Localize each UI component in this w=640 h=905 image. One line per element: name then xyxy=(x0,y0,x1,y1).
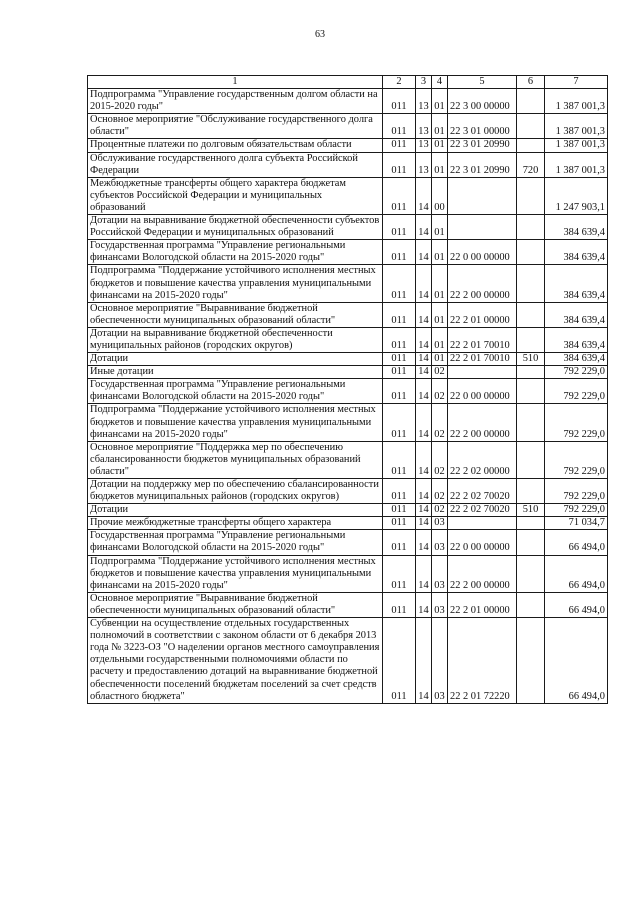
section-code-cell: 14 xyxy=(416,240,432,265)
admin-code-cell: 011 xyxy=(383,139,416,152)
amount-cell: 792 229,0 xyxy=(545,504,608,517)
admin-code-cell: 011 xyxy=(383,302,416,327)
subsection-code-cell: 02 xyxy=(432,379,448,404)
section-code-cell: 14 xyxy=(416,177,432,214)
admin-code-cell: 011 xyxy=(383,114,416,139)
table-row xyxy=(88,327,608,352)
admin-code-cell: 011 xyxy=(383,240,416,265)
subsection-code-cell: 01 xyxy=(432,265,448,302)
amount-cell: 1 387 001,3 xyxy=(545,152,608,177)
admin-code-cell: 011 xyxy=(383,592,416,617)
subsection-code-cell: 02 xyxy=(432,366,448,379)
subsection-code-cell: 03 xyxy=(432,618,448,704)
expense-type-cell xyxy=(517,379,545,404)
amount-cell: 66 494,0 xyxy=(545,618,608,704)
section-code-cell: 13 xyxy=(416,139,432,152)
row-name-cell: Дотации xyxy=(88,504,383,517)
column-header: 3 xyxy=(416,76,432,89)
section-code-cell: 14 xyxy=(416,517,432,530)
expense-type-cell xyxy=(517,265,545,302)
amount-cell: 792 229,0 xyxy=(545,479,608,504)
section-code-cell: 14 xyxy=(416,366,432,379)
target-article-cell: 22 0 00 00000 xyxy=(448,240,517,265)
subsection-code-cell: 03 xyxy=(432,530,448,555)
column-header: 2 xyxy=(383,76,416,89)
subsection-code-cell: 03 xyxy=(432,517,448,530)
admin-code-cell: 011 xyxy=(383,441,416,478)
section-code-cell: 14 xyxy=(416,327,432,352)
row-name-cell: Процентные платежи по долговым обязательствам области xyxy=(88,139,383,152)
target-article-cell: 22 3 01 20990 xyxy=(448,152,517,177)
subsection-code-cell: 02 xyxy=(432,479,448,504)
row-name-cell: Дотации на поддержку мер по обеспечению сбалансированности бюджетов муниципальных районов (городских округов) xyxy=(88,479,383,504)
row-name-cell: Основное мероприятие "Выравнивание бюджетной обеспеченности муниципальных образований области" xyxy=(88,302,383,327)
amount-cell: 384 639,4 xyxy=(545,265,608,302)
subsection-code-cell: 01 xyxy=(432,114,448,139)
row-name-cell: Подпрограмма "Управление государственным долгом области на 2015-2020 годы" xyxy=(88,89,383,114)
admin-code-cell: 011 xyxy=(383,618,416,704)
amount-cell: 66 494,0 xyxy=(545,592,608,617)
table-row xyxy=(88,618,608,704)
admin-code-cell: 011 xyxy=(383,555,416,592)
table-row xyxy=(88,366,608,379)
amount-cell: 792 229,0 xyxy=(545,379,608,404)
section-code-cell: 14 xyxy=(416,215,432,240)
expense-type-cell xyxy=(517,89,545,114)
amount-cell: 66 494,0 xyxy=(545,555,608,592)
row-name-cell: Основное мероприятие "Обслуживание государственного долга области" xyxy=(88,114,383,139)
amount-cell: 1 247 903,1 xyxy=(545,177,608,214)
column-header: 5 xyxy=(448,76,517,89)
section-code-cell: 14 xyxy=(416,555,432,592)
table-row xyxy=(88,479,608,504)
table-row xyxy=(88,555,608,592)
admin-code-cell: 011 xyxy=(383,265,416,302)
subsection-code-cell: 01 xyxy=(432,240,448,265)
section-code-cell: 14 xyxy=(416,441,432,478)
expense-type-cell xyxy=(517,555,545,592)
row-name-cell: Субвенции на осуществление отдельных государственных полномочий в соответствии с законом области от 6 декабря 2013 года № 3223-ОЗ "О наделении органов местного самоуправления отдельными государственными полномочиями области по расчету и предоставлению дотаций на выравнивание бюджетной обеспеченности поселений бюджетам поселений за счет средств областного бюджета" xyxy=(88,618,383,704)
section-code-cell: 14 xyxy=(416,530,432,555)
row-name-cell: Дотации на выравнивание бюджетной обеспеченности субъектов Российской Федерации и муниципальных образований xyxy=(88,215,383,240)
column-header: 7 xyxy=(545,76,608,89)
subsection-code-cell: 01 xyxy=(432,353,448,366)
admin-code-cell: 011 xyxy=(383,517,416,530)
subsection-code-cell: 01 xyxy=(432,89,448,114)
subsection-code-cell: 00 xyxy=(432,177,448,214)
table-row xyxy=(88,302,608,327)
row-name-cell: Прочие межбюджетные трансферты общего характера xyxy=(88,517,383,530)
amount-cell: 384 639,4 xyxy=(545,327,608,352)
amount-cell: 792 229,0 xyxy=(545,404,608,441)
table-row xyxy=(88,114,608,139)
amount-cell: 792 229,0 xyxy=(545,366,608,379)
subsection-code-cell: 02 xyxy=(432,404,448,441)
target-article-cell: 22 2 01 72220 xyxy=(448,618,517,704)
subsection-code-cell: 01 xyxy=(432,215,448,240)
amount-cell: 1 387 001,3 xyxy=(545,114,608,139)
target-article-cell: 22 2 01 00000 xyxy=(448,592,517,617)
expense-type-cell xyxy=(517,517,545,530)
row-name-cell: Государственная программа "Управление региональными финансами Вологодской области на 2015-2020 годы" xyxy=(88,379,383,404)
section-code-cell: 14 xyxy=(416,379,432,404)
expense-type-cell xyxy=(517,302,545,327)
expense-type-cell xyxy=(517,366,545,379)
table-row xyxy=(88,379,608,404)
target-article-cell: 22 2 00 00000 xyxy=(448,555,517,592)
expense-type-cell xyxy=(517,530,545,555)
target-article-cell: 22 3 01 20990 xyxy=(448,139,517,152)
section-code-cell: 14 xyxy=(416,504,432,517)
admin-code-cell: 011 xyxy=(383,530,416,555)
table-row xyxy=(88,441,608,478)
table-row xyxy=(88,152,608,177)
target-article-cell xyxy=(448,366,517,379)
subsection-code-cell: 01 xyxy=(432,302,448,327)
target-article-cell: 22 2 02 70020 xyxy=(448,504,517,517)
expense-type-cell: 510 xyxy=(517,353,545,366)
row-name-cell: Дотации на выравнивание бюджетной обеспеченности муниципальных районов (городских округов) xyxy=(88,327,383,352)
amount-cell: 66 494,0 xyxy=(545,530,608,555)
admin-code-cell: 011 xyxy=(383,404,416,441)
expense-type-cell xyxy=(517,592,545,617)
section-code-cell: 14 xyxy=(416,302,432,327)
target-article-cell: 22 2 01 70010 xyxy=(448,327,517,352)
expense-type-cell xyxy=(517,479,545,504)
admin-code-cell: 011 xyxy=(383,89,416,114)
expense-type-cell xyxy=(517,441,545,478)
expense-type-cell xyxy=(517,114,545,139)
expense-type-cell xyxy=(517,327,545,352)
target-article-cell xyxy=(448,215,517,240)
table-row xyxy=(88,517,608,530)
table-row xyxy=(88,530,608,555)
column-header: 1 xyxy=(88,76,383,89)
amount-cell: 1 387 001,3 xyxy=(545,89,608,114)
target-article-cell xyxy=(448,177,517,214)
table-row xyxy=(88,240,608,265)
section-code-cell: 14 xyxy=(416,404,432,441)
table-row xyxy=(88,504,608,517)
table-row xyxy=(88,89,608,114)
expense-type-cell: 720 xyxy=(517,152,545,177)
target-article-cell: 22 2 00 00000 xyxy=(448,265,517,302)
subsection-code-cell: 02 xyxy=(432,441,448,478)
row-name-cell: Основное мероприятие "Выравнивание бюджетной обеспеченности муниципальных образований области" xyxy=(88,592,383,617)
section-code-cell: 14 xyxy=(416,353,432,366)
target-article-cell: 22 2 01 70010 xyxy=(448,353,517,366)
admin-code-cell: 011 xyxy=(383,327,416,352)
row-name-cell: Государственная программа "Управление региональными финансами Вологодской области на 2015-2020 годы" xyxy=(88,530,383,555)
target-article-cell: 22 0 00 00000 xyxy=(448,379,517,404)
budget-table xyxy=(87,75,608,704)
expense-type-cell xyxy=(517,240,545,265)
column-header: 4 xyxy=(432,76,448,89)
target-article-cell: 22 2 02 00000 xyxy=(448,441,517,478)
admin-code-cell: 011 xyxy=(383,366,416,379)
subsection-code-cell: 01 xyxy=(432,139,448,152)
row-name-cell: Подпрограмма "Поддержание устойчивого исполнения местных бюджетов и повышение качества управления муниципальными финансами на 2015-2020 годы" xyxy=(88,404,383,441)
column-header: 6 xyxy=(517,76,545,89)
table-row xyxy=(88,404,608,441)
table-row xyxy=(88,215,608,240)
row-name-cell: Государственная программа "Управление региональными финансами Вологодской области на 2015-2020 годы" xyxy=(88,240,383,265)
subsection-code-cell: 03 xyxy=(432,555,448,592)
target-article-cell: 22 2 00 00000 xyxy=(448,404,517,441)
subsection-code-cell: 02 xyxy=(432,504,448,517)
expense-type-cell xyxy=(517,618,545,704)
section-code-cell: 13 xyxy=(416,114,432,139)
section-code-cell: 14 xyxy=(416,479,432,504)
admin-code-cell: 011 xyxy=(383,504,416,517)
target-article-cell: 22 3 00 00000 xyxy=(448,89,517,114)
admin-code-cell: 011 xyxy=(383,152,416,177)
page-number: 63 xyxy=(315,29,325,40)
target-article-cell: 22 0 00 00000 xyxy=(448,530,517,555)
subsection-code-cell: 03 xyxy=(432,592,448,617)
expense-type-cell xyxy=(517,139,545,152)
section-code-cell: 13 xyxy=(416,152,432,177)
table-row xyxy=(88,592,608,617)
amount-cell: 384 639,4 xyxy=(545,240,608,265)
row-name-cell: Основное мероприятие "Поддержка мер по обеспечению сбалансированности бюджетов муниципальных образований области" xyxy=(88,441,383,478)
row-name-cell: Иные дотации xyxy=(88,366,383,379)
expense-type-cell: 510 xyxy=(517,504,545,517)
section-code-cell: 13 xyxy=(416,89,432,114)
admin-code-cell: 011 xyxy=(383,379,416,404)
table-header-row xyxy=(88,76,608,89)
admin-code-cell: 011 xyxy=(383,215,416,240)
row-name-cell: Обслуживание государственного долга субъекта Российской Федерации xyxy=(88,152,383,177)
target-article-cell: 22 2 02 70020 xyxy=(448,479,517,504)
table-row xyxy=(88,353,608,366)
amount-cell: 384 639,4 xyxy=(545,215,608,240)
expense-type-cell xyxy=(517,215,545,240)
target-article-cell: 22 2 01 00000 xyxy=(448,302,517,327)
amount-cell: 792 229,0 xyxy=(545,441,608,478)
amount-cell: 71 034,7 xyxy=(545,517,608,530)
target-article-cell: 22 3 01 00000 xyxy=(448,114,517,139)
target-article-cell xyxy=(448,517,517,530)
amount-cell: 384 639,4 xyxy=(545,353,608,366)
admin-code-cell: 011 xyxy=(383,353,416,366)
section-code-cell: 14 xyxy=(416,618,432,704)
amount-cell: 1 387 001,3 xyxy=(545,139,608,152)
row-name-cell: Подпрограмма "Поддержание устойчивого исполнения местных бюджетов и повышение качества управления муниципальными финансами на 2015-2020 годы" xyxy=(88,265,383,302)
row-name-cell: Дотации xyxy=(88,353,383,366)
table-row xyxy=(88,177,608,214)
row-name-cell: Подпрограмма "Поддержание устойчивого исполнения местных бюджетов и повышение качества управления муниципальными финансами на 2015-2020 годы" xyxy=(88,555,383,592)
subsection-code-cell: 01 xyxy=(432,152,448,177)
subsection-code-cell: 01 xyxy=(432,327,448,352)
amount-cell: 384 639,4 xyxy=(545,302,608,327)
row-name-cell: Межбюджетные трансферты общего характера бюджетам субъектов Российской Федерации и муниципальных образований xyxy=(88,177,383,214)
table-row xyxy=(88,139,608,152)
table-row xyxy=(88,265,608,302)
section-code-cell: 14 xyxy=(416,592,432,617)
admin-code-cell: 011 xyxy=(383,479,416,504)
section-code-cell: 14 xyxy=(416,265,432,302)
expense-type-cell xyxy=(517,404,545,441)
expense-type-cell xyxy=(517,177,545,214)
admin-code-cell: 011 xyxy=(383,177,416,214)
